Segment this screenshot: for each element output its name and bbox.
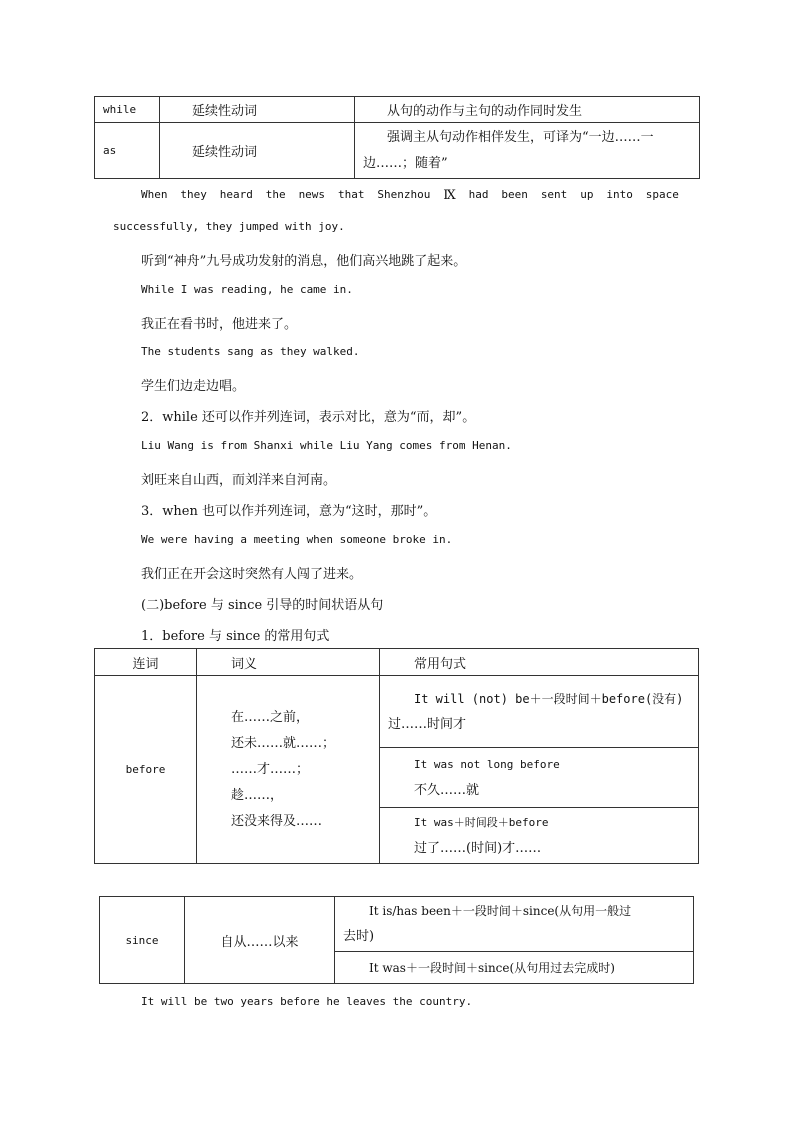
meaning-line: 趁……， xyxy=(231,787,284,803)
pattern-line: 去时) xyxy=(343,929,375,944)
meaning-line: 边……；随着” xyxy=(363,155,448,171)
pattern-line: 过了……(时间)才…… xyxy=(414,840,542,856)
table-cell-meaning: 从句的动作与主句的动作同时发生 xyxy=(355,97,700,123)
meaning-line: 在……之前， xyxy=(231,709,310,725)
pattern-cell xyxy=(380,676,699,748)
table-row xyxy=(95,123,700,179)
table-cell-word: since xyxy=(100,897,185,984)
table-cell-meanings xyxy=(197,676,380,864)
pattern-line: It will (not) be＋一段时间＋before(没有) xyxy=(414,691,684,706)
table-row xyxy=(95,676,699,748)
header-meaning: 词义 xyxy=(197,649,380,676)
table-header-row xyxy=(95,649,699,676)
word: up xyxy=(580,188,594,201)
word: Ⅸ xyxy=(443,188,456,203)
meaning-line: ……才……； xyxy=(231,761,310,777)
word: had xyxy=(468,188,489,201)
word: Shenzhou xyxy=(377,188,431,201)
word: space xyxy=(645,188,679,201)
point-3: 3．when 也可以作并列连词，意为“这时，那时”。 xyxy=(141,504,437,519)
word: been xyxy=(501,188,528,201)
example-4-english: Liu Wang is from Shanxi while Liu Yang comes from Henan. xyxy=(141,439,512,452)
meaning-line: 强调主从句动作相伴发生，可译为“一边……一 xyxy=(387,129,654,145)
example-5-english: We were having a meeting when someone broke in. xyxy=(141,533,453,546)
table-cell-word: before xyxy=(95,676,197,864)
word: that xyxy=(337,188,365,201)
final-example: It will be two years before he leaves the country. xyxy=(141,995,473,1008)
table-cell-verb: 延续性动词 xyxy=(160,97,355,123)
before-table xyxy=(94,648,699,864)
pattern-cell xyxy=(380,808,699,864)
table-row xyxy=(100,897,694,952)
pattern-cell xyxy=(335,897,694,952)
pattern-line: It was＋时间段＋before xyxy=(414,815,549,829)
pattern-cell: It was＋一段时间＋since(从句用过去完成时) xyxy=(335,952,694,984)
table-cell-verb: 延续性动词 xyxy=(160,123,355,179)
word: When xyxy=(141,188,168,201)
header-patterns: 常用句式 xyxy=(380,649,699,676)
table-cell-meaning: 自从……以来 xyxy=(185,897,335,984)
conjunction-table-1 xyxy=(94,96,700,179)
meaning-line: 还没来得及…… xyxy=(231,813,323,829)
example-5-chinese: 我们正在开会这时突然有人闯了进来。 xyxy=(141,567,363,582)
word: heard xyxy=(219,188,253,201)
example-2-chinese: 我正在看书时，他进来了。 xyxy=(141,317,298,332)
table-cell-meaning xyxy=(355,123,700,179)
word: they xyxy=(180,188,207,201)
example-4-chinese: 刘旺来自山西，而刘洋来自河南。 xyxy=(141,473,337,488)
pattern-line: 过……时间才 xyxy=(388,716,467,732)
table-row xyxy=(95,97,700,123)
example-3-chinese: 学生们边走边唱。 xyxy=(141,379,246,394)
example-2-english: While I was reading, he came in. xyxy=(141,283,353,296)
example-1-english-line-1 xyxy=(141,188,679,203)
pattern-line: It was not long before xyxy=(414,757,560,771)
word: into xyxy=(606,188,633,201)
example-1-english-line-2: successfully, they jumped with joy. xyxy=(113,220,345,233)
header-conjunction: 连词 xyxy=(95,649,197,676)
word: news xyxy=(298,188,326,201)
table-cell-word: while xyxy=(95,97,160,123)
meaning-line: 还未……就……； xyxy=(231,735,336,751)
example-1-chinese: 听到“神舟”九号成功发射的消息，他们高兴地跳了起来。 xyxy=(141,254,467,269)
section-heading: (二)before 与 since 引导的时间状语从句 xyxy=(141,598,384,613)
word: sent xyxy=(540,188,568,201)
pattern-cell xyxy=(380,748,699,808)
example-3-english: The students sang as they walked. xyxy=(141,345,360,358)
pattern-line: 不久……就 xyxy=(414,782,480,798)
table-cell-word: as xyxy=(95,123,160,179)
since-table xyxy=(99,896,694,984)
subsection-heading: 1．before 与 since 的常用句式 xyxy=(141,629,330,644)
word: the xyxy=(265,188,286,201)
pattern-line: It is/has been＋一段时间＋since(从句用一般过 xyxy=(369,904,632,918)
point-2: 2．while 还可以作并列连词，表示对比，意为“而，却”。 xyxy=(141,410,476,425)
